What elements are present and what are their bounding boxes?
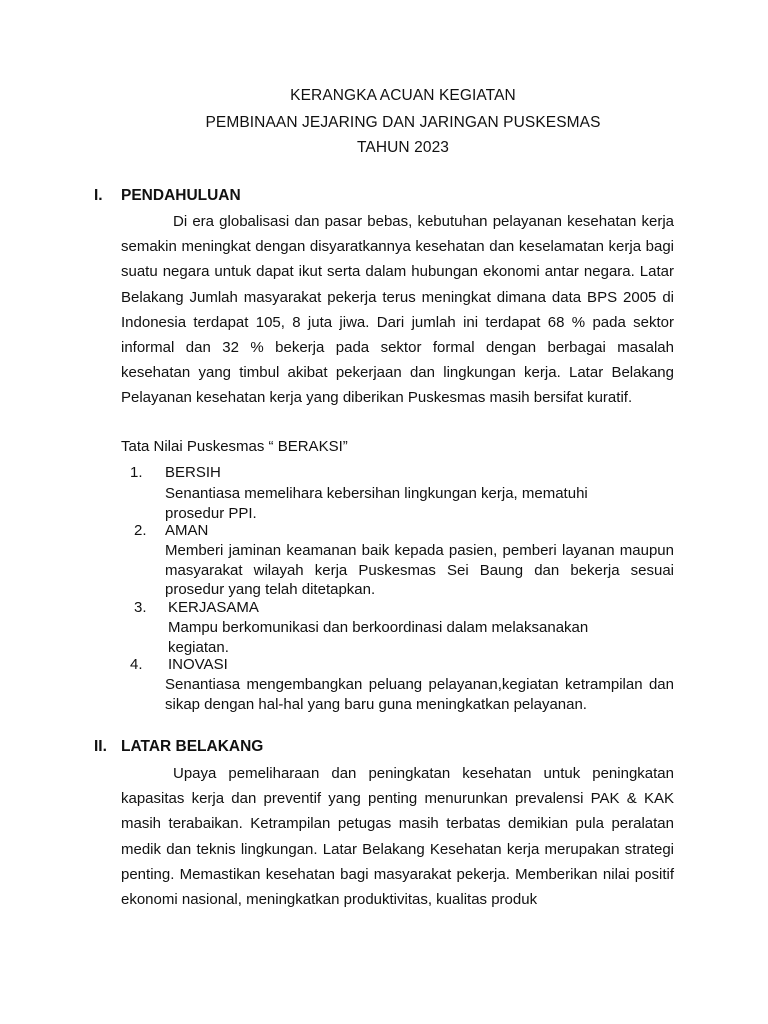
latar-belakang-paragraph: Upaya pemeliharaan dan peningkatan kesehatan untuk peningkatan kapasitas kerja dan preventif yang penting menurunkan prevalensi PAK & KAK masih terabaikan. Ketrampilan petugas masih terbatas demikian pula peralatan medik dan teknis lingkungan. Latar Belakang Kesehatan kerja merupakan strategi penting. Memastikan kesehatan bagi masyarakat pekerja. Memberikan nilai positif ekonomi nasional, meningkatkan produktivitas, kualitas produk: [121, 765, 674, 909]
document-title-line-1: KERANGKA ACUAN KEGIATAN: [290, 87, 516, 104]
list-item-number: 3.: [134, 599, 147, 616]
list-item-description: Mampu berkomunikasi dan berkoordinasi dalam melaksanakan kegiatan.: [168, 619, 589, 656]
section-number: I.: [94, 187, 103, 204]
document-title-line-3: TAHUN 2023: [356, 139, 450, 156]
list-item-label: INOVASI: [168, 656, 228, 673]
pendahuluan-paragraph: Di era globalisasi dan pasar bebas, kebutuhan pelayanan kesehatan kerja semakin meningkat dengan disyaratkannya kesehatan dan keselamatan kerja bagi suatu negara untuk dapat ikut serta dalam hubungan ekonomi antar negara. Latar Belakang Jumlah masyarakat pekerja terus meningkat dimana data BPS 2005 di Indonesia terdapat 105, 8 juta jiwa. Dari jumlah ini terdapat 68 % pada sektor informal dan 32 % bekerja pada sektor formal dengan berbagai masalah kesehatan yang timbul akibat pekerjaan dan lingkungan kerja. Latar Belakang Pelayanan kesehatan kerja yang diberikan Puskesmas masih bersifat kuratif.: [121, 213, 674, 407]
list-item-label: AMAN: [165, 522, 209, 539]
list-item-number: 4.: [130, 656, 143, 673]
list-item-number: 1.: [130, 464, 143, 481]
list-item-number: 2.: [134, 522, 147, 539]
document-title-line-2: PEMBINAAN JEJARING DAN JARINGAN PUSKESMAS: [205, 114, 601, 131]
list-item-label: BERSIH: [165, 464, 221, 481]
section-title: LATAR BELAKANG: [121, 738, 264, 755]
list-item-label: KERJASAMA: [168, 599, 259, 616]
list-item-description: Senantiasa mengembangkan peluang pelayanan,kegiatan ketrampilan dan sikap dengan hal-hal yang baru guna meningkatkan pelayanan.: [165, 676, 674, 713]
section-number: II.: [94, 738, 107, 755]
section-title: PENDAHULUAN: [121, 187, 241, 204]
list-item-description: Memberi jaminan keamanan baik kepada pasien, pemberi layanan maupun masyarakat wilayah kerja Puskesmas Sei Baung dan bekerja sesuai prosedur yang telah ditetapkan.: [165, 542, 674, 598]
list-item-description: Senantiasa memelihara kebersihan lingkungan kerja, mematuhi prosedur PPI.: [165, 485, 588, 522]
values-intro: Tata Nilai Puskesmas “ BERAKSI”: [121, 438, 348, 455]
